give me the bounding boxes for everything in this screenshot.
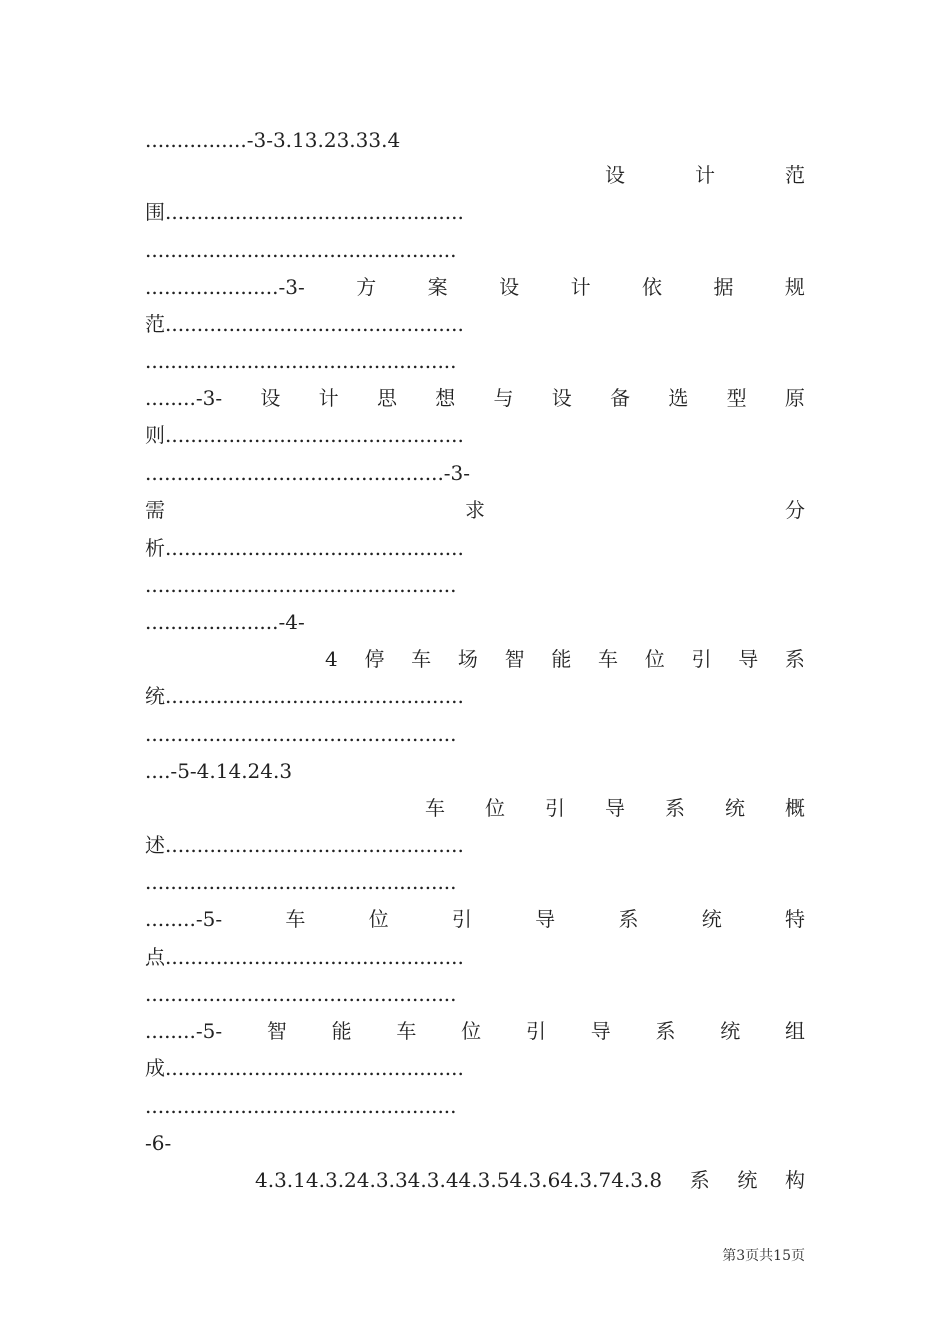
toc-line-12: 析...............................................	[145, 536, 464, 560]
toc-char: 统	[720, 1019, 741, 1043]
toc-char: 设	[499, 275, 520, 299]
toc-char: 位	[461, 1019, 482, 1043]
toc-char: 引	[451, 907, 472, 931]
toc-line-22	[145, 904, 805, 934]
toc-line-15	[325, 644, 805, 674]
toc-char: 想	[435, 386, 456, 410]
toc-char: 位	[368, 907, 389, 931]
toc-line-23: 点...............................................	[145, 945, 464, 969]
toc-char: 构	[784, 1168, 805, 1192]
page-footer: 第3页共15页	[722, 1248, 805, 1264]
toc-char: 求	[465, 498, 485, 522]
toc-char: 计	[318, 386, 339, 410]
toc-char: 引	[525, 1019, 546, 1043]
toc-char: 据	[713, 275, 734, 299]
toc-char: 导	[590, 1019, 611, 1043]
toc-char: 4	[325, 647, 338, 671]
toc-char: 方	[356, 275, 377, 299]
toc-line-17: .................................................	[145, 722, 457, 746]
toc-char: 组	[785, 1019, 805, 1043]
toc-char: 导	[738, 647, 759, 671]
toc-char: 统	[725, 796, 745, 820]
toc-fragment: ........-5-	[145, 1019, 223, 1043]
toc-char: 系	[618, 907, 639, 931]
toc-fragment: .....................-3-	[145, 275, 305, 299]
toc-char: 停	[364, 647, 385, 671]
toc-char: 引	[545, 796, 565, 820]
toc-line-13: .................................................	[145, 573, 457, 597]
toc-line-11	[145, 495, 805, 525]
toc-char: 依	[642, 275, 663, 299]
toc-line-3: 围...............................................	[145, 200, 464, 224]
toc-line-8	[145, 383, 805, 413]
toc-line-29	[255, 1165, 805, 1195]
toc-char: 导	[605, 796, 625, 820]
toc-char: 智	[504, 647, 525, 671]
toc-char: 统	[701, 907, 722, 931]
toc-line-28: -6-	[145, 1131, 172, 1155]
toc-char: 计	[695, 163, 715, 187]
toc-char: 位	[644, 647, 665, 671]
toc-char: 规	[784, 275, 805, 299]
toc-char: 系	[689, 1168, 710, 1192]
toc-char: 设	[605, 163, 625, 187]
toc-char: 选	[668, 386, 689, 410]
toc-line-2	[605, 160, 805, 190]
toc-char: 引	[691, 647, 712, 671]
toc-char: 能	[551, 647, 572, 671]
toc-char: 车	[285, 907, 306, 931]
toc-fragment: ........-3-	[145, 386, 223, 410]
toc-line-6: 范...............................................	[145, 312, 464, 336]
toc-char: 车	[411, 647, 432, 671]
toc-line-24: .................................................	[145, 982, 457, 1006]
toc-line-21: .................................................	[145, 870, 457, 894]
toc-char: 智	[266, 1019, 287, 1043]
toc-char: 能	[331, 1019, 352, 1043]
toc-char: 系	[655, 1019, 676, 1043]
toc-line-7: .................................................	[145, 349, 457, 373]
toc-char: 型	[726, 386, 747, 410]
toc-char: 系	[784, 647, 805, 671]
toc-char: 车	[598, 647, 619, 671]
toc-line-9: 则...............................................	[145, 423, 464, 447]
toc-char: 设	[551, 386, 572, 410]
toc-char: 场	[457, 647, 478, 671]
toc-char: 位	[485, 796, 505, 820]
toc-char: 分	[785, 498, 805, 522]
toc-char: 与	[493, 386, 514, 410]
toc-char: 思	[376, 386, 397, 410]
toc-char: 车	[425, 796, 445, 820]
toc-line-4: .................................................	[145, 238, 457, 262]
toc-char: 备	[610, 386, 631, 410]
toc-line-10: ...............................................-3-	[145, 461, 471, 485]
toc-line-18: ....-5-4.14.24.3	[145, 759, 293, 783]
toc-char: 概	[785, 796, 805, 820]
toc-char: 范	[785, 163, 805, 187]
toc-fragment: ........-5-	[145, 907, 223, 931]
toc-fragment: 4.3.14.3.24.3.34.3.44.3.54.3.64.3.74.3.8	[255, 1168, 663, 1192]
toc-line-19	[425, 793, 805, 823]
toc-char: 特	[784, 907, 805, 931]
toc-char: 车	[396, 1019, 417, 1043]
toc-char: 原	[784, 386, 805, 410]
toc-line-26: 成...............................................	[145, 1056, 464, 1080]
toc-char: 计	[570, 275, 591, 299]
toc-char: 系	[665, 796, 685, 820]
toc-line-5	[145, 272, 805, 302]
toc-line-14: .....................-4-	[145, 610, 305, 634]
toc-char: 导	[535, 907, 556, 931]
toc-char: 案	[427, 275, 448, 299]
toc-line-1: ................-3-3.13.23.33.4	[145, 128, 401, 152]
toc-line-27: .................................................	[145, 1094, 457, 1118]
toc-line-25	[145, 1016, 805, 1046]
toc-char: 统	[737, 1168, 758, 1192]
toc-line-20: 述...............................................	[145, 833, 464, 857]
toc-char: 需	[145, 498, 165, 522]
toc-char: 设	[260, 386, 281, 410]
toc-line-16: 统...............................................	[145, 684, 464, 708]
